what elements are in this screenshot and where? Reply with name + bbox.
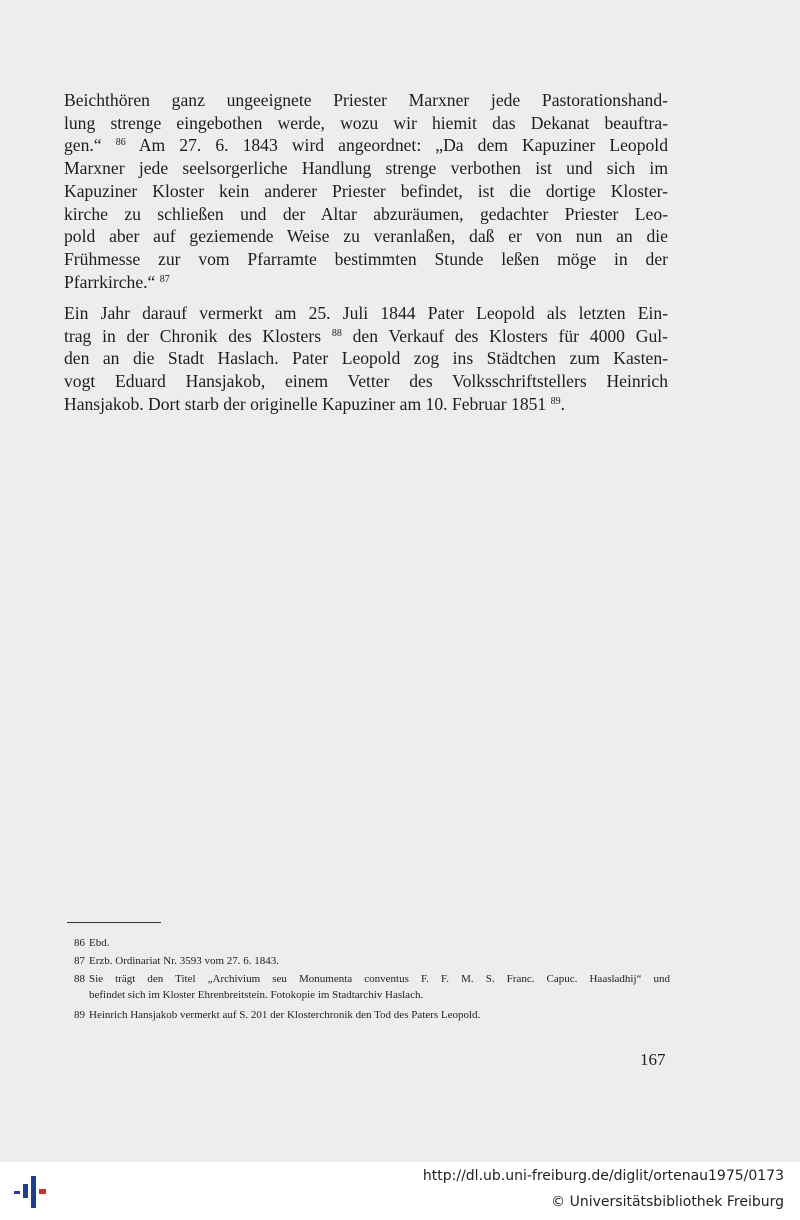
permalink-url[interactable]: http://dl.ub.uni-freiburg.de/diglit/ortenau1975/0173 xyxy=(422,1168,784,1184)
footnote-text xyxy=(74,953,670,969)
text-line: vogt Eduard Hansjakob, einem Vetter des Volksschriftstellers Heinrich xyxy=(64,371,668,392)
text-fragment: gen.“ xyxy=(64,135,102,156)
viewer-footer xyxy=(0,1162,800,1220)
footnote-text xyxy=(74,1007,670,1023)
footnote-ref-86[interactable]: 86 xyxy=(115,137,126,149)
footnote-number: 89 xyxy=(74,1009,85,1021)
footnote-line: Ebd. xyxy=(89,937,110,949)
footnote-87 xyxy=(74,953,670,969)
text-line: pold aber auf geziemende Weise zu veranlaßen, daß er von nun an die xyxy=(64,226,668,247)
footnote-86 xyxy=(74,935,670,951)
footnote-ref-87[interactable]: 87 xyxy=(159,273,170,285)
text-fragment: trag in der Chronik des Klosters xyxy=(64,325,322,346)
text-line: den an die Stadt Haslach. Pater Leopold zog ins Städtchen zum Kasten- xyxy=(64,348,668,369)
text-fragment: Pfarrkirche.“ xyxy=(64,271,156,292)
footnote-number: 88 xyxy=(74,973,85,985)
footnote-separator xyxy=(67,922,161,923)
text-fragment: . xyxy=(560,393,566,414)
copyright-notice: © Universitätsbibliothek Freiburg xyxy=(551,1194,784,1210)
footnote-number: 86 xyxy=(74,937,85,949)
text-line: Kapuziner Kloster kein anderer Priester befindet, ist die dortige Kloster- xyxy=(64,180,668,201)
text-fragment: Hansjakob. Dort starb der originelle Kapuziner am 10. Februar 1851 xyxy=(64,393,547,414)
footnote-ref-88[interactable]: 88 xyxy=(331,327,342,339)
footnote-line: Sie trägt den Titel „Archivium seu Monumenta conventus F. F. M. S. Franc. Capuc. Haasladhij“ und xyxy=(89,973,670,985)
text-line: lung strenge eingebothen werde, wozu wir hiemit das Dekanat beauftra- xyxy=(64,112,668,133)
ub-freiburg-logo-icon[interactable] xyxy=(10,1172,50,1212)
footnote-ref-89[interactable]: 89 xyxy=(550,395,561,407)
text-fragment: Am 27. 6. 1843 wird angeordnet: „Da dem Kapuziner Leopold xyxy=(138,135,668,156)
footnote-line: befindet sich im Kloster Ehrenbreitstein. Fotokopie im Stadtarchiv Haslach. xyxy=(89,989,424,1001)
text-line xyxy=(64,393,668,416)
text-fragment: den Verkauf des Klosters für 4000 Gul- xyxy=(352,325,668,346)
text-line: Marxner jede seelsorgerliche Handlung strenge verbothen ist und sich im xyxy=(64,158,668,179)
page-number: 167 xyxy=(640,1050,666,1069)
body-paragraph-1 xyxy=(64,89,668,293)
text-line xyxy=(64,271,668,294)
text-line xyxy=(64,134,668,157)
text-line: Beichthören ganz ungeeignete Priester Marxner jede Pastorationshand- xyxy=(64,90,668,110)
footnote-text xyxy=(74,935,670,951)
footnote-text xyxy=(74,971,670,1003)
footnote-line: Erzb. Ordinariat Nr. 3593 vom 27. 6. 1843. xyxy=(89,955,280,967)
body-paragraph-2 xyxy=(64,302,668,416)
footnote-line: Heinrich Hansjakob vermerkt auf S. 201 der Klosterchronik den Tod des Paters Leopold. xyxy=(89,1009,481,1021)
text-line: Ein Jahr darauf vermerkt am 25. Juli 1844 Pater Leopold als letzten Ein- xyxy=(64,303,668,323)
text-line: kirche zu schließen und der Altar abzuräumen, gedachter Priester Leo- xyxy=(64,203,668,224)
footnote-88 xyxy=(74,971,670,1003)
footnote-89 xyxy=(74,1007,670,1023)
text-line: Frühmesse zur vom Pfarramte bestimmten Stunde leßen möge in der xyxy=(64,248,668,269)
text-line xyxy=(64,325,668,348)
footnote-number: 87 xyxy=(74,955,85,967)
